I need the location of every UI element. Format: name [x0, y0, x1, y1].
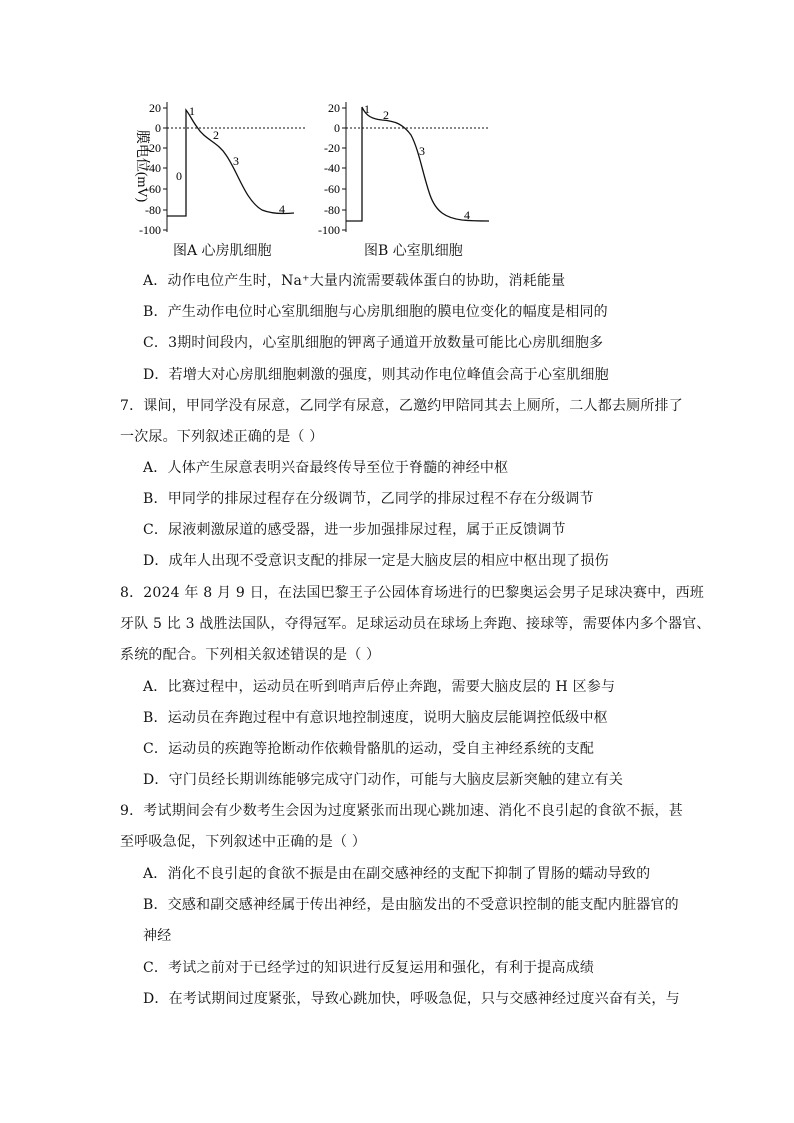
figure-b — [318, 101, 489, 237]
ytick-label: -60 — [324, 182, 340, 196]
phase-label: 0 — [176, 169, 182, 183]
phase-label: 3 — [419, 144, 425, 158]
ytick-label: 0 — [334, 121, 340, 135]
q6-option-a: A．动作电位产生时，Na⁺大量内流需要载体蛋白的协助，消耗能量 — [143, 273, 566, 289]
ytick-label: -40 — [145, 161, 161, 175]
q9-option-a: A．消化不良引起的食欲不振是由在副交感神经的支配下抑制了胃肠的蠕动导致的 — [143, 866, 651, 882]
q9-option-c: C．考试之前对于已经学过的知识进行反复运用和强化，有利于提高成绩 — [143, 960, 595, 976]
phase-label: 1 — [189, 104, 195, 118]
ytick-label: -20 — [145, 141, 161, 155]
ytick-label: -60 — [145, 182, 161, 196]
ytick-label: 20 — [149, 101, 161, 115]
ytick-label: -20 — [324, 141, 340, 155]
q6-option-d: D．若增大对心房肌细胞刺激的强度，则其动作电位峰值会高于心室肌细胞 — [143, 367, 609, 383]
y-ticks-a — [163, 108, 167, 230]
phase-label: 4 — [279, 202, 285, 216]
figure-a — [134, 101, 305, 237]
phase-label: 4 — [464, 208, 470, 222]
q9-stem: 9．考试期间会有少数考生会因为过度紧张而出现心跳加速、消化不良引起的食欲不振，甚 — [120, 803, 683, 819]
ytick-label: -80 — [324, 203, 340, 217]
ventricular-curve — [346, 107, 489, 221]
phase-label: 1 — [364, 102, 370, 116]
figure-b-caption: 图B 心室肌细胞 — [364, 243, 463, 259]
phase-label: 2 — [213, 128, 219, 142]
q7-stem: 7．课间，甲同学没有尿意，乙同学有尿意，乙邀约甲陪同其去上厕所，二人都去厕所排了 — [120, 398, 683, 414]
q7-option-c: C．尿液刺激尿道的感受器，进一步加强排尿过程，属于正反馈调节 — [143, 522, 566, 538]
q7-stem-cont: 一次尿。下列叙述正确的是（ ） — [120, 429, 324, 445]
q6-option-c: C．3期时间段内，心室肌细胞的钾离子通道开放数量可能比心房肌细胞多 — [143, 335, 604, 351]
phase-label: 2 — [383, 108, 389, 122]
ytick-label: -100 — [139, 223, 161, 237]
ytick-label: 0 — [155, 121, 161, 135]
q7-option-b: B．甲同学的排尿过程存在分级调节，乙同学的排尿过程不存在分级调节 — [143, 491, 594, 507]
q9-stem-cont: 至呼吸急促，下列叙述中正确的是（ ） — [120, 834, 367, 850]
q6-option-b: B．产生动作电位时心室肌细胞与心房肌细胞的膜电位变化的幅度是相同的 — [143, 304, 608, 320]
y-ticks-b — [342, 108, 346, 230]
q8-stem-cont: 系统的配合。下列相关叙述错误的是（ ） — [120, 647, 381, 663]
figure-a-caption: 图A 心房肌细胞 — [173, 243, 272, 259]
q7-option-a: A．人体产生尿意表明兴奋最终传导至位于脊髓的神经中枢 — [143, 460, 509, 476]
ytick-label: -80 — [145, 203, 161, 217]
q8-option-d: D．守门员经长期训练能够完成守门动作，可能与大脑皮层新突触的建立有关 — [143, 772, 624, 788]
atrial-curve — [167, 110, 294, 216]
q8-option-a: A．比赛过程中，运动员在听到哨声后停止奔跑，需要大脑皮层的 H 区参与 — [143, 679, 616, 695]
ytick-label: -100 — [318, 223, 340, 237]
q9-option-b-cont: 神经 — [143, 928, 172, 944]
q8-stem-cont: 牙队 5 比 3 战胜法国队，夺得冠军。足球运动员在球场上奔跑、接球等，需要体内多个器官、 — [120, 616, 711, 632]
q9-option-b: B．交感和副交感神经属于传出神经，是由脑发出的不受意识控制的能支配内脏器官的 — [143, 897, 679, 913]
y-axis-label: 膜电位(mV) — [134, 129, 149, 203]
phase-label: 3 — [233, 154, 239, 168]
membrane-potential-figures — [0, 0, 794, 240]
q8-option-b: B．运动员在奔跑过程中有意识地控制速度，说明大脑皮层能调控低级中枢 — [143, 710, 608, 726]
q9-option-d: D．在考试期间过度紧张，导致心跳加快，呼吸急促，只与交感神经过度兴奋有关，与 — [143, 991, 680, 1007]
q8-stem: 8．2024 年 8 月 9 日，在法国巴黎王子公园体育场进行的巴黎奥运会男子足球决赛中，西班 — [120, 585, 704, 601]
q7-option-d: D．成年人出现不受意识支配的排尿一定是大脑皮层的相应中枢出现了损伤 — [143, 553, 609, 569]
ytick-label: 20 — [328, 101, 340, 115]
q8-option-c: C．运动员的疾跑等抢断动作依赖骨骼肌的运动，受自主神经系统的支配 — [143, 741, 595, 757]
ytick-label: -40 — [324, 161, 340, 175]
